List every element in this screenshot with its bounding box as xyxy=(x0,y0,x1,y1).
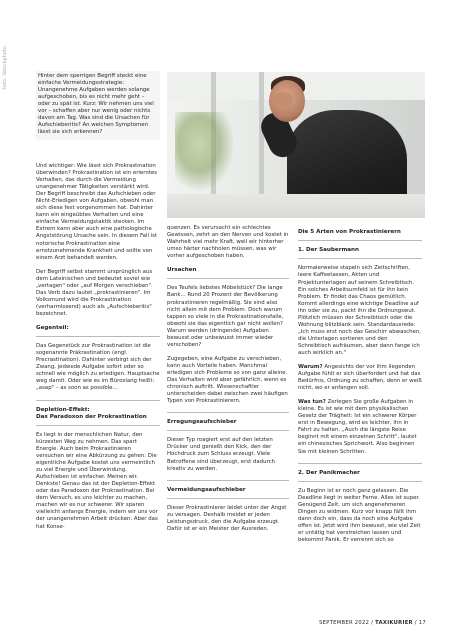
subheading-vermeidung: Vermeidungsaufschieber xyxy=(167,487,289,499)
photo-credit: Foto: iStockphoto xyxy=(3,46,8,90)
paragraph: Und wichtiger: Wie lässt sich Prokrastination überwinden? Prokrastination ist ein erlerntes Verhalten, das durch die Vermeidung unangenehmer Tätigkeiten verstärkt wird. Der Begriff beschreibt das Aufschieben oder Nicht-Erledigen von Aufgaben, obwohl man sich diese fest vorgenommen hat. Dahinter kann ein eingeübtes Verhalten und eine einfache Vermeidungstaktik stecken. Im Extrem kann aber auch eine pathologische Angststörung Ursache sein. In diesem Fall ist notorische Prokrastination eine ernstzunehmende Krankheit und sollte von einem Arzt behandelt werden. xyxy=(36,163,158,261)
paragraph: Normalerweise stapeln sich Zeitschriften, leere Kaffeetassen, Akten und Projektunterlagen auf seinem Schreibtisch. Ein solches Arbeitsumfeld ist für ihn kein Problem. Er findet das Chaos gemütlich. Kommt allerdings eine wichtige Deadline auf ihn oder sie zu, packt ihn die Ordnungswut. Plötzlich müssen der Schreibtisch oder die Wohnung blitzblank sein. Standardausrede: „Ich muss erst noch das Geschirr abwaschen, die Unterlagen sortieren und den Schreibtisch aufräumen, aber dann fange ich auch wirklich an." xyxy=(298,265,422,356)
column-2 xyxy=(167,225,289,540)
subheading-depletion-line1: Depletion-Effekt: xyxy=(36,406,90,413)
column-1 xyxy=(36,163,160,538)
paragraph: Zu Beginn ist er noch ganz gelassen. Die Deadline liegt in weiter Ferne. Alles ist super. Genügend Zeit, um sich angenehmeren Dingen zu widmen. Kurz vor knapp fällt ihm dann doch ein, dass da noch eine Aufgabe offen ist. Jetzt wird ihm bewusst, wie viel Zeit er untätig hat verstreichen lassen und bekommt Panik. Er verrennt sich so xyxy=(298,487,421,544)
paragraph: Des Teufels liebstes Möbelstück? Die lange Bank... Rund 20 Prozent der Bevölkerung prokrastinieren regelmäßig. Sie sind also nicht allein mit dem Problem. Doch warum tappen so viele in die Prokrastinationsfalle, obwohl sie das eigentlich gar nicht wollen? Warum werden (dringende) Aufgaben bewusst oder unbewusst immer wieder verschoben? xyxy=(167,285,284,348)
paragraph xyxy=(298,364,422,392)
lead-was-tun: Was tun? xyxy=(298,399,326,406)
column-3 xyxy=(298,225,422,551)
paragraph: Es liegt in der menschlichen Natur, den kürzesten Weg zu nehmen. Das spart Energie. Auch beim Prokrastinieren versuchen wir eine Abkürzung zu gehen: Die eigentliche Aufgabe kostet uns vermeintlich zu viel Energie und Überwindung. Aufschieben ist einfacher. Meinen wir. Denkste! Genau das ist der Depletion-Effekt oder das Paradoxon der Prokrastination. Bei dem Versuch, es uns leichter zu machen, machen wir es nur schwerer. Wir sparen vielleicht anfangs Energie, indem wir uns vor der unangenehmen Arbeit drücken. Aber das hat Konse- xyxy=(36,431,158,530)
footer-issue: SEPTEMBER 2022 / xyxy=(319,620,376,626)
divider xyxy=(167,412,289,413)
paragraph-text: Angesichts der vor ihm liegenden Aufgabe fühlt er sich überfordert und hat das Bedürfnis, Ordnung zu schaffen, denn er weiß nicht, wo er anfangen soll. xyxy=(298,364,422,392)
lead-warum: Warum? xyxy=(298,364,323,371)
subheading-erregung: Erregungsaufschieber xyxy=(167,419,289,431)
stressed-man-photo xyxy=(167,72,425,218)
paragraph: Dieser Typ roagiert erst auf den letzten Drücker und genießt den Kick, den der Hochdruck zum Schluss erzeugt. Viele Betroffene sind überzeugt, erst dadurch kreativ zu werden. xyxy=(167,437,275,472)
paragraph: quenzen. Es verursacht ein schlechtes Gewissen, zehrt an den Nerven und kostet in Wahrheit viel mehr Kraft, weil wir hinterher umso härter nachholen müssen, was wir vorher aufgeschoben haben. xyxy=(167,225,289,260)
footer-magazine: TAXIKURIER xyxy=(375,620,413,626)
subheading-arten: Die 5 Arten von Prokrastinierern xyxy=(298,229,422,241)
intro-text: Hinter dem sperrigen Begriff steckt eine einfache Vermeidungsstrategie: Unangenehme Aufgaben werden solange aufgeschoben, bis es nicht mehr geht – oder zu spät ist. Kurz: Wir nehmen uns viel vor – schaffen aber nur wenig oder nichts davon am Tag. Was sind die Ursachen für Aufschieberitis? An welchen Symptomen lässt sie sich erkennen? xyxy=(38,73,154,136)
divider xyxy=(167,480,289,481)
page-footer xyxy=(319,620,426,626)
divider xyxy=(298,463,422,464)
subheading-gegenteil: Gegenteil: xyxy=(36,325,160,337)
paragraph: Das Gegenstück zur Prokrastination ist die sogenannte Präkrastination (engl. Precrastination). Dahinter verbirgt sich der Zwang, jedwede Aufgabe sofort oder so schnell wie möglich zu erledigen. Hauptsache weg damit. Oder wie es im Büroslang heißt: „asap" – as soon as possible... xyxy=(36,343,160,392)
paragraph xyxy=(298,399,422,455)
subheading-saubermann: 1. Der Saubermann xyxy=(298,247,422,259)
subheading-depletion xyxy=(36,407,160,426)
paragraph: Zugegeben, eine Aufgabe zu verschieben, kann auch Vorteile haben. Manchmal erledigen sich Probleme so von ganz alleine. Das Verhalten wird aber gefährlich, wenn es chronisch auftritt. Wissenschaftler unterscheiden dabei zwischen zwei häufigen Typen von Prokrastinierern. xyxy=(167,355,288,405)
subheading-panikmacher: 2. Der Panikmacher xyxy=(298,470,422,482)
divider xyxy=(36,400,160,401)
subheading-ursachen: Ursachen xyxy=(167,267,289,279)
subheading-depletion-line2: Das Paradoxon der Prokrastination xyxy=(36,413,147,420)
paragraph: Der Begriff selbst stammt ursprünglich aus dem Lateinischen und bedeutet soviel wie „vertagen" oder „auf Morgen verschieben". Das Verb dazu lautet „prokrastinieren". Im Volksmund wird die Prokrastination (verharmlosend) auch als „Aufschieberitis" bezeichnet. xyxy=(36,268,153,317)
footer-page: / 17 xyxy=(412,620,426,626)
paragraph-text: Zerlegen Sie große Aufgaben in kleine. Es ist wie mit dem physikalischen Gesetz der Trägheit: Ist ein schwerer Körper erst in Bewegung, wird es leichter, ihn in Fahrt zu halten. „Auch die längste Reise beginnt mit einem einzelnen Schritt", lautet ein chinesisches Sprichwort. Also beginnen Sie mit kleinen Schritten. xyxy=(298,399,417,455)
paragraph: Dieser Prokrastinierer leidet unter der Angst zu versagen. Deshalb meidet er jeden Leistungsdruck, den die Aufgabe erzeugt. Dafür ist er ein Meister der Ausreden. xyxy=(167,504,287,532)
intro-box xyxy=(36,71,160,140)
